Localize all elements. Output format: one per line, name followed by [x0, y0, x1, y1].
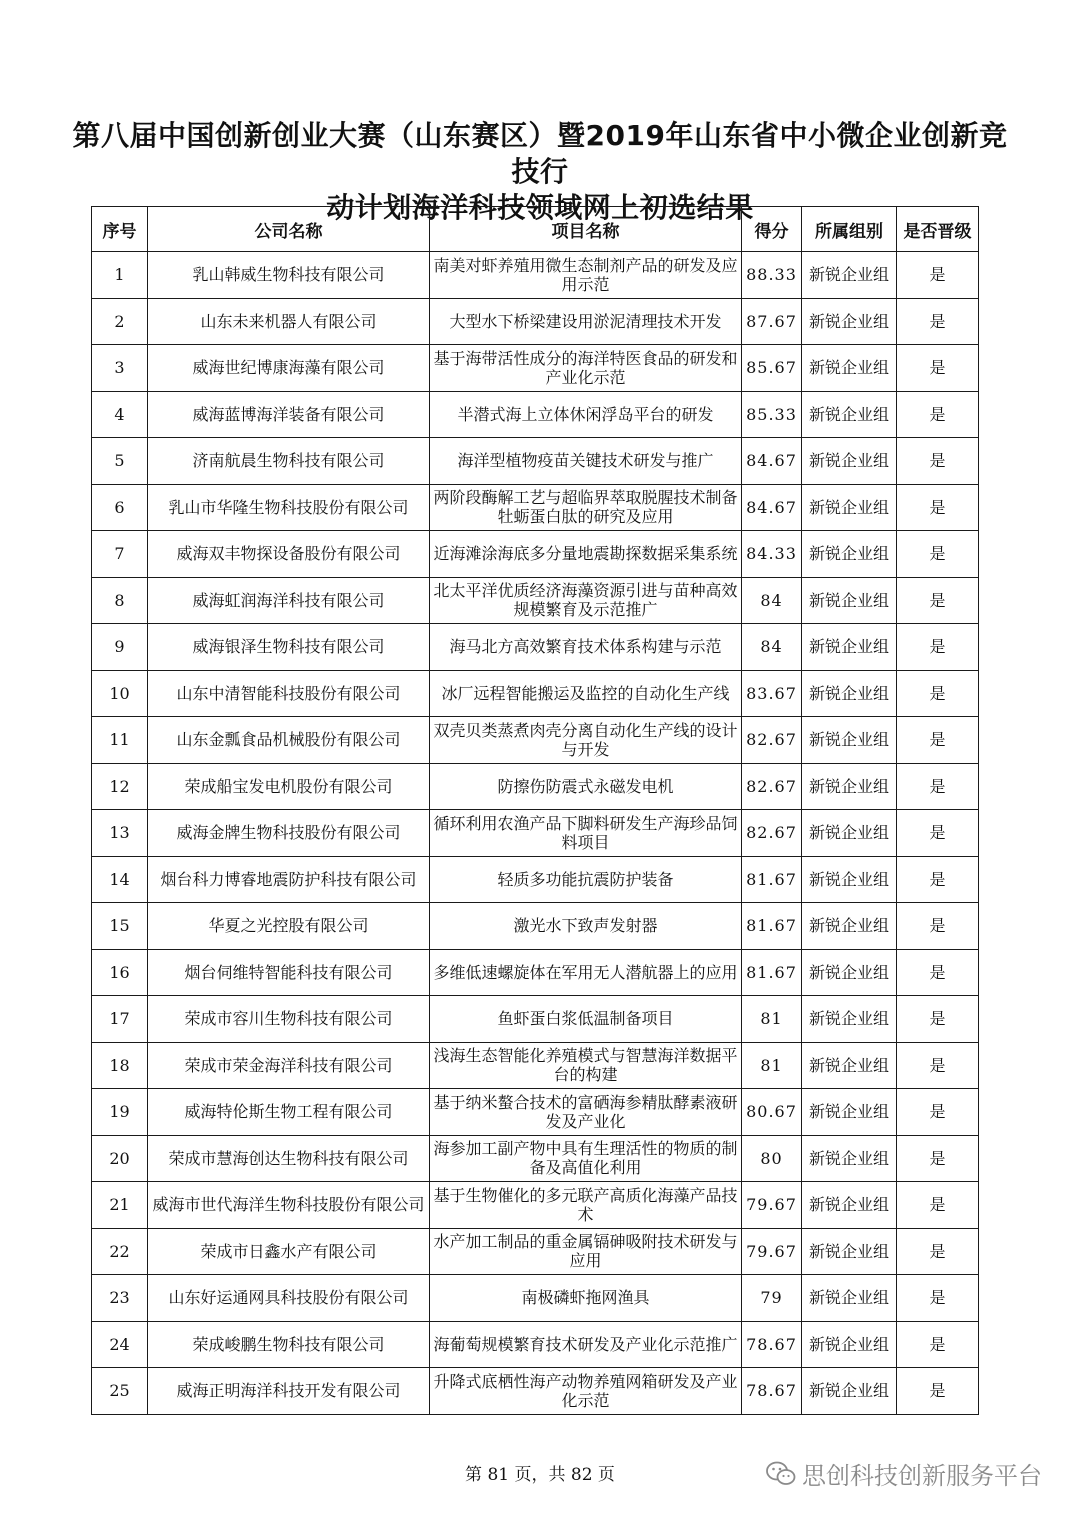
project-name: 循环利用农渔产品下脚料研发生产海珍品饲料项目 [430, 810, 742, 857]
group: 新锐企业组 [802, 577, 897, 624]
table-row [92, 1042, 979, 1089]
company-name: 威海特伦斯生物工程有限公司 [148, 1089, 430, 1136]
score: 82.67 [742, 717, 802, 764]
group: 新锐企业组 [802, 717, 897, 764]
group: 新锐企业组 [802, 1368, 897, 1415]
table-row [92, 810, 979, 857]
advance-status: 是 [897, 438, 979, 485]
project-name: 两阶段酶解工艺与超临界萃取脱腥技术制备牡蛎蛋白肽的研究及应用 [430, 484, 742, 531]
table-row [92, 1368, 979, 1415]
table-row [92, 298, 979, 345]
project-name: 近海滩涂海底多分量地震勘探数据采集系统 [430, 531, 742, 578]
row-number: 7 [92, 531, 148, 578]
advance-status: 是 [897, 391, 979, 438]
advance-status: 是 [897, 1275, 979, 1322]
advance-status: 是 [897, 252, 979, 299]
watermark [766, 1456, 1042, 1491]
company-name: 威海市世代海洋生物科技股份有限公司 [148, 1182, 430, 1229]
score: 81 [742, 1042, 802, 1089]
score: 81.67 [742, 856, 802, 903]
group: 新锐企业组 [802, 670, 897, 717]
row-number: 5 [92, 438, 148, 485]
company-name: 济南航晨生物科技有限公司 [148, 438, 430, 485]
group: 新锐企业组 [802, 1321, 897, 1368]
score: 82.67 [742, 810, 802, 857]
row-number: 12 [92, 763, 148, 810]
group: 新锐企业组 [802, 345, 897, 392]
table-row [92, 1135, 979, 1182]
row-number: 18 [92, 1042, 148, 1089]
advance-status: 是 [897, 903, 979, 950]
row-number: 13 [92, 810, 148, 857]
row-number: 8 [92, 577, 148, 624]
table-row [92, 624, 979, 671]
score: 84 [742, 577, 802, 624]
header-group: 所属组别 [802, 207, 897, 252]
advance-status: 是 [897, 1042, 979, 1089]
project-name: 基于海带活性成分的海洋特医食品的研发和产业化示范 [430, 345, 742, 392]
project-name: 大型水下桥梁建设用淤泥清理技术开发 [430, 298, 742, 345]
project-name: 南极磷虾拖网渔具 [430, 1275, 742, 1322]
group: 新锐企业组 [802, 391, 897, 438]
score: 84 [742, 624, 802, 671]
company-name: 荣成市日鑫水产有限公司 [148, 1228, 430, 1275]
group: 新锐企业组 [802, 298, 897, 345]
advance-status: 是 [897, 298, 979, 345]
project-name: 浅海生态智能化养殖模式与智慧海洋数据平台的构建 [430, 1042, 742, 1089]
group: 新锐企业组 [802, 1182, 897, 1229]
company-name: 荣成峻鹏生物科技有限公司 [148, 1321, 430, 1368]
project-name: 海马北方高效繁育技术体系构建与示范 [430, 624, 742, 671]
score: 80 [742, 1135, 802, 1182]
table-row [92, 1182, 979, 1229]
company-name: 荣成市慧海创达生物科技有限公司 [148, 1135, 430, 1182]
group: 新锐企业组 [802, 1042, 897, 1089]
group: 新锐企业组 [802, 810, 897, 857]
page-number: 第 81 页，共 82 页 [465, 1465, 615, 1485]
advance-status: 是 [897, 484, 979, 531]
company-name: 华夏之光控股有限公司 [148, 903, 430, 950]
company-name: 威海金牌生物科技股份有限公司 [148, 810, 430, 857]
row-number: 4 [92, 391, 148, 438]
advance-status: 是 [897, 577, 979, 624]
row-number: 23 [92, 1275, 148, 1322]
header-advance: 是否晋级 [897, 207, 979, 252]
score: 84.67 [742, 484, 802, 531]
row-number: 10 [92, 670, 148, 717]
project-name: 海葡萄规模繁育技术研发及产业化示范推广 [430, 1321, 742, 1368]
results-table [91, 206, 979, 1415]
title-line-1: 第八届中国创新创业大赛（山东赛区）暨2019年山东省中小微企业创新竞技行 [72, 119, 1008, 188]
score: 79.67 [742, 1228, 802, 1275]
score: 79 [742, 1275, 802, 1322]
group: 新锐企业组 [802, 1228, 897, 1275]
company-name: 威海正明海洋科技开发有限公司 [148, 1368, 430, 1415]
header-project: 项目名称 [430, 207, 742, 252]
project-name: 南美对虾养殖用微生态制剂产品的研发及应用示范 [430, 252, 742, 299]
score: 83.67 [742, 670, 802, 717]
table-row [92, 1321, 979, 1368]
advance-status: 是 [897, 531, 979, 578]
score: 85.67 [742, 345, 802, 392]
project-name: 基于纳米螯合技术的富硒海参精肽酵素液研发及产业化 [430, 1089, 742, 1136]
project-name: 激光水下致声发射器 [430, 903, 742, 950]
watermark-text: 思创科技创新服务平台 [802, 1462, 1042, 1490]
project-name: 冰厂远程智能搬运及监控的自动化生产线 [430, 670, 742, 717]
advance-status: 是 [897, 717, 979, 764]
table-row [92, 252, 979, 299]
project-name: 多维低速螺旋体在军用无人潜航器上的应用 [430, 949, 742, 996]
score: 87.67 [742, 298, 802, 345]
company-name: 威海世纪博康海藻有限公司 [148, 345, 430, 392]
row-number: 21 [92, 1182, 148, 1229]
table-row [92, 903, 979, 950]
row-number: 22 [92, 1228, 148, 1275]
table-row [92, 577, 979, 624]
table-body [92, 252, 979, 1415]
advance-status: 是 [897, 624, 979, 671]
group: 新锐企业组 [802, 903, 897, 950]
company-name: 山东未来机器人有限公司 [148, 298, 430, 345]
score: 78.67 [742, 1368, 802, 1415]
table-row [92, 856, 979, 903]
group: 新锐企业组 [802, 763, 897, 810]
group: 新锐企业组 [802, 856, 897, 903]
advance-status: 是 [897, 763, 979, 810]
title-line-2: 动计划海洋科技领域网上初选结果 [326, 191, 754, 224]
project-name: 轻质多功能抗震防护装备 [430, 856, 742, 903]
score: 81 [742, 996, 802, 1043]
company-name: 乳山市华隆生物科技股份有限公司 [148, 484, 430, 531]
advance-status: 是 [897, 856, 979, 903]
table-row [92, 670, 979, 717]
group: 新锐企业组 [802, 1275, 897, 1322]
table-row [92, 438, 979, 485]
row-number: 14 [92, 856, 148, 903]
row-number: 15 [92, 903, 148, 950]
score: 82.67 [742, 763, 802, 810]
group: 新锐企业组 [802, 484, 897, 531]
advance-status: 是 [897, 1228, 979, 1275]
table-row [92, 345, 979, 392]
group: 新锐企业组 [802, 1135, 897, 1182]
table-row [92, 484, 979, 531]
table-row [92, 391, 979, 438]
table-row [92, 1228, 979, 1275]
group: 新锐企业组 [802, 252, 897, 299]
table-row [92, 949, 979, 996]
advance-status: 是 [897, 1182, 979, 1229]
score: 78.67 [742, 1321, 802, 1368]
header-no: 序号 [92, 207, 148, 252]
advance-status: 是 [897, 1368, 979, 1415]
row-number: 2 [92, 298, 148, 345]
score: 80.67 [742, 1089, 802, 1136]
row-number: 11 [92, 717, 148, 764]
header-row [92, 207, 979, 252]
company-name: 乳山韩威生物科技有限公司 [148, 252, 430, 299]
group: 新锐企业组 [802, 996, 897, 1043]
advance-status: 是 [897, 1321, 979, 1368]
project-name: 防擦伤防震式永磁发电机 [430, 763, 742, 810]
row-number: 16 [92, 949, 148, 996]
company-name: 威海双丰物探设备股份有限公司 [148, 531, 430, 578]
project-name: 双壳贝类蒸煮肉壳分离自动化生产线的设计与开发 [430, 717, 742, 764]
project-name: 升降式底栖性海产动物养殖网箱研发及产业化示范 [430, 1368, 742, 1415]
project-name: 基于生物催化的多元联产高质化海藻产品技术 [430, 1182, 742, 1229]
company-name: 荣成船宝发电机股份有限公司 [148, 763, 430, 810]
group: 新锐企业组 [802, 1089, 897, 1136]
wechat-icon [766, 1461, 796, 1487]
project-name: 海参加工副产物中具有生理活性的物质的制备及高值化利用 [430, 1135, 742, 1182]
row-number: 17 [92, 996, 148, 1043]
row-number: 6 [92, 484, 148, 531]
score: 88.33 [742, 252, 802, 299]
table-row [92, 996, 979, 1043]
table-row [92, 1275, 979, 1322]
project-name: 鱼虾蛋白浆低温制备项目 [430, 996, 742, 1043]
company-name: 烟台伺维特智能科技有限公司 [148, 949, 430, 996]
company-name: 荣成市荣金海洋科技有限公司 [148, 1042, 430, 1089]
advance-status: 是 [897, 1089, 979, 1136]
advance-status: 是 [897, 949, 979, 996]
group: 新锐企业组 [802, 624, 897, 671]
row-number: 1 [92, 252, 148, 299]
project-name: 水产加工制品的重金属镉砷吸附技术研发与应用 [430, 1228, 742, 1275]
score: 84.33 [742, 531, 802, 578]
advance-status: 是 [897, 1135, 979, 1182]
row-number: 3 [92, 345, 148, 392]
row-number: 19 [92, 1089, 148, 1136]
row-number: 9 [92, 624, 148, 671]
score: 81.67 [742, 949, 802, 996]
company-name: 山东金瓢食品机械股份有限公司 [148, 717, 430, 764]
header-score: 得分 [742, 207, 802, 252]
row-number: 24 [92, 1321, 148, 1368]
row-number: 25 [92, 1368, 148, 1415]
group: 新锐企业组 [802, 438, 897, 485]
advance-status: 是 [897, 996, 979, 1043]
advance-status: 是 [897, 670, 979, 717]
score: 85.33 [742, 391, 802, 438]
company-name: 山东好运通网具科技股份有限公司 [148, 1275, 430, 1322]
company-name: 烟台科力博睿地震防护科技有限公司 [148, 856, 430, 903]
company-name: 威海蓝博海洋装备有限公司 [148, 391, 430, 438]
table-row [92, 1089, 979, 1136]
advance-status: 是 [897, 810, 979, 857]
header-company: 公司名称 [148, 207, 430, 252]
score: 84.67 [742, 438, 802, 485]
company-name: 山东中清智能科技股份有限公司 [148, 670, 430, 717]
row-number: 20 [92, 1135, 148, 1182]
score: 79.67 [742, 1182, 802, 1229]
project-name: 海洋型植物疫苗关键技术研发与推广 [430, 438, 742, 485]
company-name: 威海虹润海洋科技有限公司 [148, 577, 430, 624]
score: 81.67 [742, 903, 802, 950]
project-name: 半潜式海上立体休闲浮岛平台的研发 [430, 391, 742, 438]
table-row [92, 531, 979, 578]
advance-status: 是 [897, 345, 979, 392]
group: 新锐企业组 [802, 531, 897, 578]
company-name: 荣成市容川生物科技有限公司 [148, 996, 430, 1043]
group: 新锐企业组 [802, 949, 897, 996]
project-name: 北太平洋优质经济海藻资源引进与苗种高效规模繁育及示范推广 [430, 577, 742, 624]
table-row [92, 763, 979, 810]
table-row [92, 717, 979, 764]
company-name: 威海银泽生物科技有限公司 [148, 624, 430, 671]
